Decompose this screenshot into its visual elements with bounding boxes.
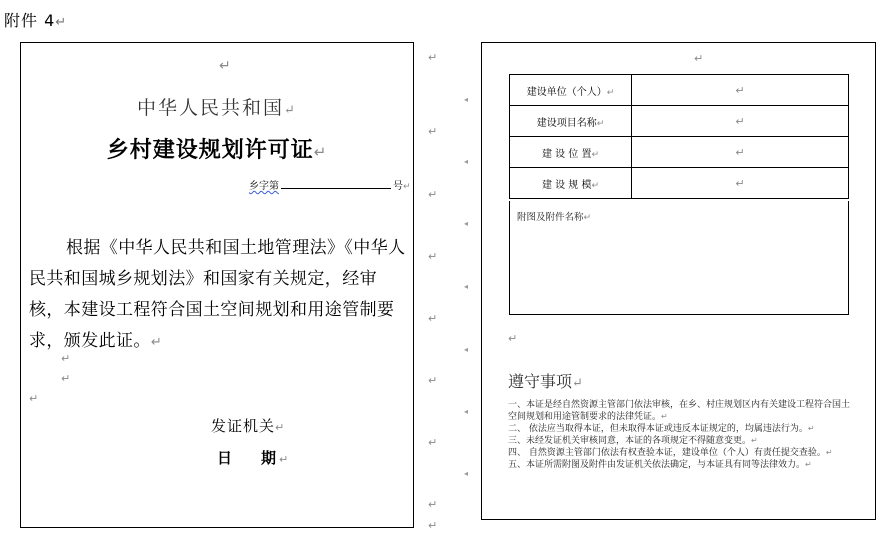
- paragraph-mark: ↵: [694, 52, 704, 65]
- notice-item: 三、未经发证机关审核同意，本证的各项规定不得随意变更。↵: [508, 436, 758, 446]
- margin-arrow-icon: ◂: [464, 469, 469, 478]
- notice-title: 遵守事项↵: [508, 372, 583, 391]
- paragraph-mark: ↵: [428, 51, 438, 64]
- table-row: [510, 106, 849, 137]
- notice-item: 四、 自然资源主管部门依法有权查验本证，建设单位（个人）有责任提交查验。↵: [508, 448, 833, 458]
- certificate-body-text: 根据《中华人民共和国土地管理法》《中华人民共和国城乡规划法》和国家有关规定，经审核，本建设工程符合国土空间规划和用途管制要求，颁发此证。↵: [29, 238, 406, 351]
- table-label-cell: 建设项目名称↵: [510, 106, 632, 137]
- table-row: [510, 168, 849, 199]
- paragraph-mark: ↵: [428, 250, 438, 263]
- paragraph-mark: ↵: [61, 352, 71, 365]
- table-row: [510, 137, 849, 168]
- paragraph-mark: ↵: [428, 436, 438, 449]
- attachment-label: 附件 4↵: [4, 11, 68, 30]
- notice-item: 一、本证是经自然资源主管部门依法审核，在乡、村庄规划区内有关建设工程符合国土空间规划和用途管制要求的法律凭证。↵: [508, 400, 851, 422]
- margin-arrow-icon: ◂: [464, 282, 469, 291]
- table-label-cell: 建 设 规 模↵: [510, 168, 632, 199]
- margin-arrow-icon: ◂: [464, 407, 469, 416]
- certificate-title: 乡村建设规划许可证↵: [106, 138, 328, 163]
- project-info-table: [509, 74, 849, 199]
- paragraph-mark: ↵: [428, 312, 438, 325]
- issuing-country-name: 中华人民共和国↵: [137, 97, 297, 119]
- paragraph-mark: ↵: [428, 498, 438, 511]
- table-label-cell: 建设单位（个人）↵: [510, 75, 632, 106]
- notice-list: [508, 399, 853, 471]
- paragraph-mark: ↵: [29, 392, 39, 405]
- scale-value-cell[interactable]: ↵: [632, 168, 849, 199]
- attachments-box[interactable]: 附图及附件名称↵: [509, 201, 849, 315]
- certificate-front-page: [20, 42, 414, 528]
- number-prefix: 乡字第: [249, 181, 279, 192]
- margin-arrow-icon: ◂: [464, 95, 469, 104]
- paragraph-mark: ↵: [428, 519, 438, 532]
- margin-arrow-icon: ◂: [464, 345, 469, 354]
- date-label: 日 期↵: [217, 449, 292, 467]
- number-blank[interactable]: [281, 188, 391, 189]
- notice-item: 五、本证所需附图及附件由发证机关依法确定，与本证具有同等法律效力。↵: [508, 460, 812, 470]
- certificate-back-page: [481, 42, 876, 520]
- paragraph-mark: ↵: [428, 188, 438, 201]
- paragraph-mark: ↵: [428, 125, 438, 138]
- certificate-number-line: 乡字第 号↵: [249, 181, 411, 192]
- margin-arrow-icon: ◂: [464, 157, 469, 166]
- project-name-value-cell[interactable]: ↵: [632, 106, 849, 137]
- table-row: [510, 75, 849, 106]
- paragraph-mark: ↵: [428, 374, 438, 387]
- paragraph-mark: ↵: [61, 372, 71, 385]
- location-value-cell[interactable]: ↵: [632, 137, 849, 168]
- table-label-cell: 建 设 位 置↵: [510, 137, 632, 168]
- number-suffix: 号: [393, 181, 403, 192]
- issuer-label: 发证机关↵: [211, 417, 286, 435]
- applicant-value-cell[interactable]: ↵: [632, 75, 849, 106]
- paragraph-mark: ↵: [508, 332, 518, 345]
- paragraph-mark: ↵: [219, 58, 231, 74]
- margin-arrow-icon: ◂: [464, 219, 469, 228]
- notice-item: 二、 依法应当取得本证，但未取得本证或违反本证规定的，均属违法行为。↵: [508, 424, 815, 434]
